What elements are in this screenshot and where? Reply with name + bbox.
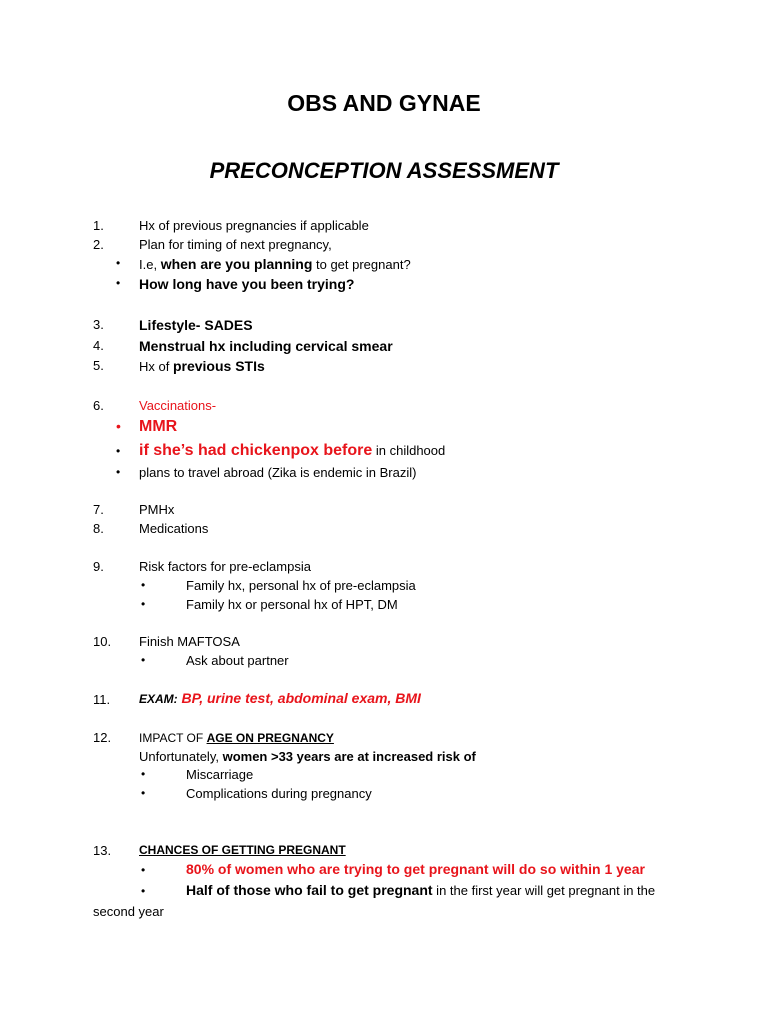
bullet-item-9b [0, 597, 768, 617]
item-text: Family hx, personal hx of pre-eclampsia [186, 578, 416, 593]
item-text: Complications during pregnancy [186, 786, 372, 801]
bullet-item-6c [0, 465, 768, 485]
item-emphasis: women >33 years are at increased risk of [222, 749, 476, 764]
item-emphasis: BP, urine test, abdominal exam, BMI [177, 690, 421, 706]
list-item-6 [0, 398, 768, 418]
item-text: plans to travel abroad (Zika is endemic in Brazil) [139, 465, 417, 480]
item-text: second year [93, 904, 164, 919]
item-number: 13. [93, 843, 112, 858]
item-number: 7. [93, 502, 104, 517]
item-text: Risk factors for pre-eclampsia [139, 559, 311, 574]
bullet-item-6b [0, 442, 768, 466]
item-number: 3. [93, 317, 104, 332]
item-text: Ask about partner [186, 653, 289, 668]
item-text: Plan for timing of next pregnancy, [139, 237, 332, 252]
list-item-8 [0, 521, 768, 541]
item-text: to get pregnant? [312, 257, 411, 272]
item-number: 9. [93, 559, 104, 574]
item-text: I.e, [139, 257, 161, 272]
bullet-item-6a [0, 418, 768, 442]
bullet-item-12b [0, 786, 768, 806]
item-text: Unfortunately, [139, 749, 223, 764]
list-item-11 [0, 690, 768, 712]
list-item-10 [0, 634, 768, 654]
list-item-2 [0, 237, 768, 257]
item-number: 11. [93, 692, 111, 707]
document-title: OBS AND GYNAE [287, 90, 481, 116]
item-text: IMPACT OF [139, 731, 207, 745]
list-item-4 [0, 338, 768, 358]
item-number: 1. [93, 218, 104, 233]
list-item-7 [0, 502, 768, 522]
item-number: 4. [93, 338, 104, 353]
bullet-item-12a [0, 767, 768, 787]
item-emphasis: if she’s had chickenpox before [139, 442, 373, 459]
item-text: Medications [139, 521, 209, 536]
item-text: Vaccinations- [139, 398, 217, 413]
bullet-item-2b [0, 276, 768, 296]
bullet-icon: • [141, 863, 146, 877]
bullet-icon: • [141, 653, 146, 667]
item-text: in childhood [372, 443, 446, 458]
item-emphasis: MMR [139, 418, 178, 435]
bullet-icon: • [141, 578, 146, 592]
bullet-icon: • [141, 767, 146, 781]
item-emphasis: previous STIs [172, 358, 265, 374]
exam-label: EXAM: [139, 692, 178, 706]
bullet-icon: • [141, 786, 146, 800]
item-underline: AGE ON PREGNANCY [206, 731, 334, 745]
item-number: 6. [93, 398, 104, 413]
item-emphasis: 80% of women who are trying to get pregnant will do so within 1 year [186, 861, 645, 877]
item-emphasis: How long have you been trying? [139, 276, 355, 292]
item-text: PMHx [139, 502, 175, 517]
bullet-icon: • [116, 444, 121, 458]
list-item-12 [0, 730, 768, 750]
bullet-icon: • [116, 256, 121, 270]
bullet-icon: • [116, 276, 121, 290]
item-number: 12. [93, 730, 112, 745]
bullet-item-13b [0, 882, 768, 904]
list-item-9 [0, 559, 768, 579]
item-emphasis: Menstrual hx including cervical smear [139, 338, 393, 354]
item-number: 10. [93, 634, 112, 649]
bullet-icon: • [116, 465, 121, 479]
list-item-13 [0, 843, 768, 863]
bullet-item-9a [0, 578, 768, 598]
list-item-5 [0, 358, 768, 378]
paragraph-line-12 [0, 749, 768, 769]
bullet-icon: • [141, 597, 146, 611]
bullet-item-2a [0, 256, 768, 276]
item-text: Family hx or personal hx of HPT, DM [186, 597, 398, 612]
item-emphasis: when are you planning [160, 256, 313, 272]
bullet-item-13a [0, 861, 768, 883]
bullet-icon: • [141, 884, 146, 898]
item-text: Hx of previous pregnancies if applicable [139, 218, 369, 233]
item-text: in the first year will get pregnant in the [432, 883, 656, 898]
list-item-1 [0, 218, 768, 238]
bullet-item-10a [0, 653, 768, 673]
document-subtitle: PRECONCEPTION ASSESSMENT [209, 158, 559, 183]
list-item-3 [0, 317, 768, 337]
item-number: 5. [93, 358, 104, 373]
item-number: 8. [93, 521, 104, 536]
item-number: 2. [93, 237, 104, 252]
item-text: Miscarriage [186, 767, 254, 782]
bullet-icon: • [116, 418, 121, 434]
paragraph-line-13 [0, 904, 768, 924]
item-emphasis: Half of those who fail to get pregnant [186, 882, 433, 898]
item-text: Hx of [139, 359, 173, 374]
item-emphasis: Lifestyle- SADES [139, 317, 253, 333]
item-text: Finish MAFTOSA [139, 634, 240, 649]
item-underline: CHANCES OF GETTING PREGNANT [139, 843, 346, 857]
